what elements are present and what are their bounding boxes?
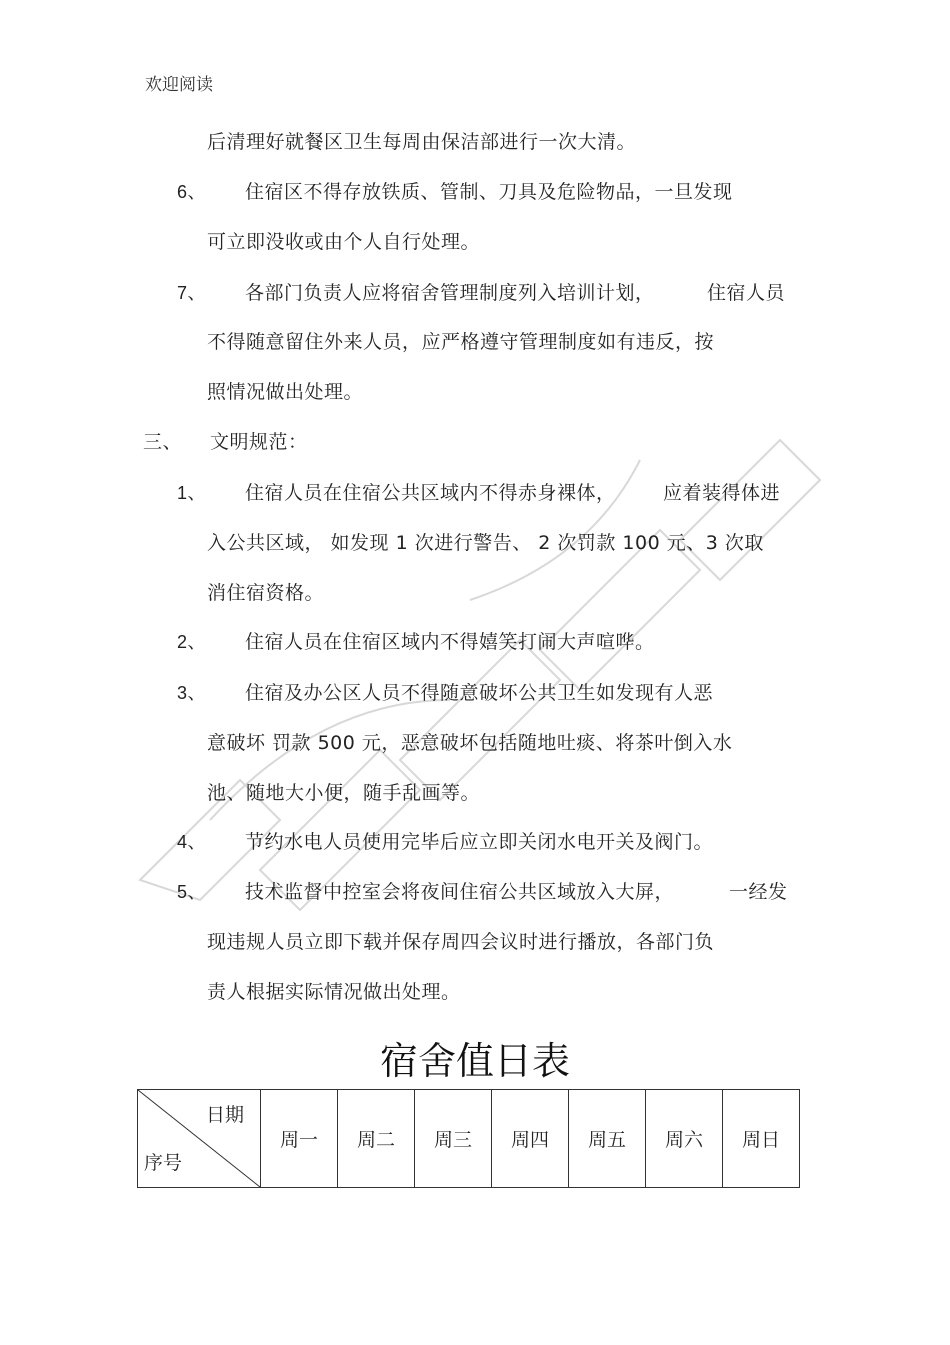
duty-table (137, 1089, 800, 1188)
body-line: 入公共区域， 如发现 1 次进行警告、 2 次罚款 100 元、3 次取 (207, 532, 764, 554)
body-line: 后清理好就餐区卫生每周由保洁部进行一次大清。 (207, 131, 637, 153)
body-line: 照情况做出处理。 (207, 381, 364, 403)
item-number: 6、 (177, 182, 207, 202)
body-line: 一经发 (729, 881, 788, 903)
item-number: 1、 (177, 483, 207, 503)
body-line: 节约水电人员使用完毕后应立即关闭水电开关及阀门。 (245, 831, 714, 853)
item-number: 3、 (177, 683, 207, 703)
body-line: 住宿人员在住宿公共区域内不得赤身裸体， (245, 482, 616, 504)
item-number: 5、 (177, 882, 207, 902)
day-header-thursday: 周四 (492, 1090, 569, 1188)
item-number: 4、 (177, 832, 207, 852)
item-number: 7、 (177, 283, 207, 303)
day-header-wednesday: 周三 (415, 1090, 492, 1188)
body-line: 住宿及办公区人员不得随意破坏公共卫生如发现有人恶 (245, 682, 714, 704)
day-header-saturday: 周六 (646, 1090, 723, 1188)
body-line: 现违规人员立即下载并保存周四会议时进行播放，各部门负 (207, 931, 715, 953)
body-line: 应着装得体进 (663, 482, 781, 504)
body-line: 意破坏 罚款 500 元，恶意破坏包括随地吐痰、将茶叶倒入水 (207, 732, 733, 754)
sequence-label: 序号 (144, 1152, 183, 1174)
day-header-monday: 周一 (261, 1090, 338, 1188)
body-line: 消住宿资格。 (207, 582, 325, 604)
table-title: 宿舍值日表 (379, 1039, 570, 1083)
body-line: 可立即没收或由个人自行处理。 (207, 231, 481, 253)
day-header-tuesday: 周二 (338, 1090, 415, 1188)
day-header-sunday: 周日 (723, 1090, 800, 1188)
body-line: 住宿区不得存放铁质、管制、刀具及危险物品，一旦发现 (245, 181, 733, 203)
date-label: 日期 (205, 1104, 244, 1126)
body-line: 住宿人员在住宿区域内不得嬉笑打闹大声喧哗。 (245, 631, 655, 653)
day-header-friday: 周五 (569, 1090, 646, 1188)
page-header: 欢迎阅读 (145, 75, 213, 95)
diagonal-header-cell (138, 1090, 261, 1188)
body-line: 住宿人员 (707, 282, 786, 304)
body-line: 池、随地大小便，随手乱画等。 (207, 782, 481, 804)
body-line: 不得随意留住外来人员，应严格遵守管理制度如有违反，按 (207, 331, 715, 353)
section-title: 文明规范： (210, 431, 308, 453)
body-line: 各部门负责人应将宿舍管理制度列入培训计划， (245, 282, 655, 304)
item-number: 2、 (177, 632, 207, 652)
body-line: 技术监督中控室会将夜间住宿公共区域放入大屏， (245, 881, 675, 903)
table-header-row (138, 1090, 800, 1188)
body-line: 责人根据实际情况做出处理。 (207, 981, 461, 1003)
section-number: 三、 (143, 431, 183, 453)
